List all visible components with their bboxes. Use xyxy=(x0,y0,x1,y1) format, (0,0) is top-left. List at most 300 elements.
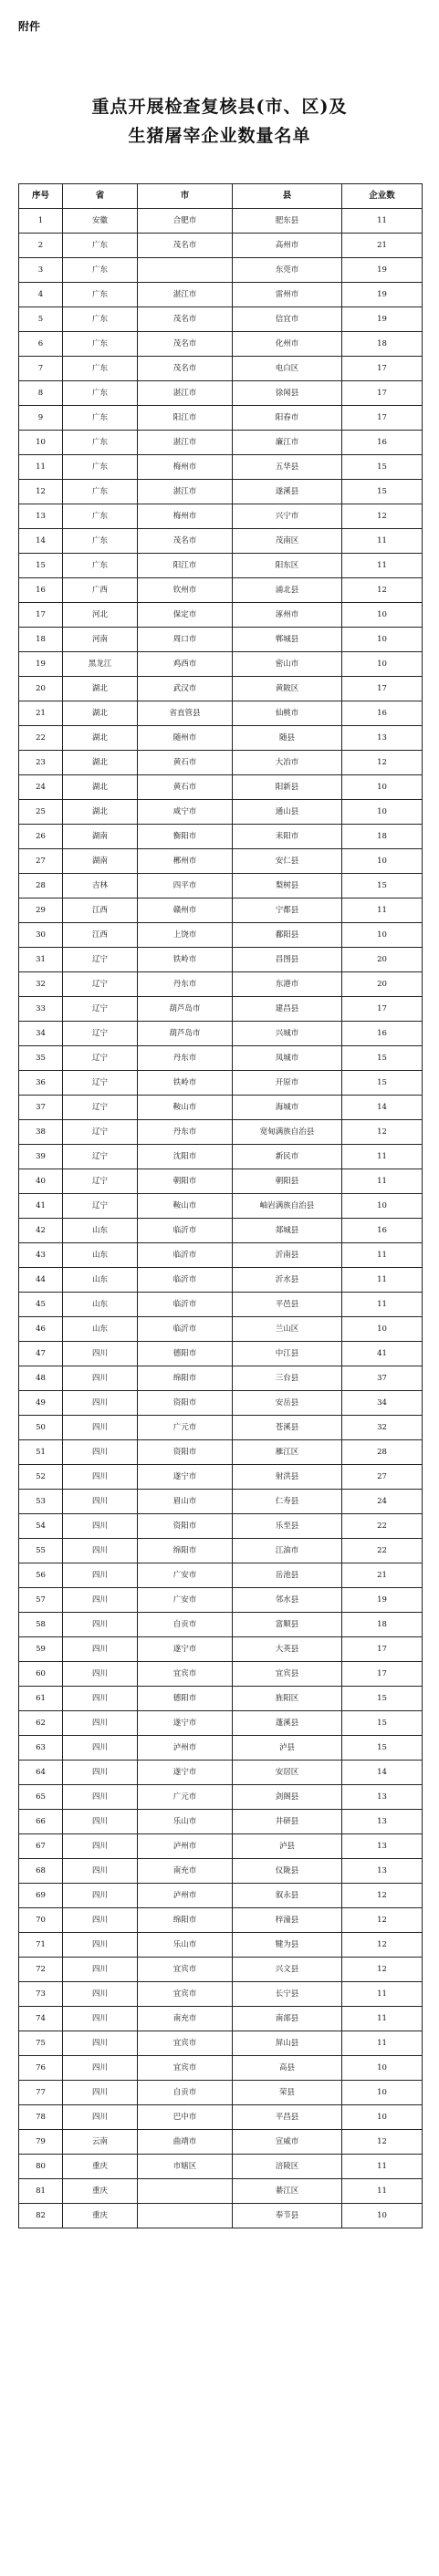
cell-province: 湖北 xyxy=(63,677,138,701)
cell-city: 梅州市 xyxy=(138,455,233,480)
cell-county: 江油市 xyxy=(233,1539,342,1563)
cell-enterprise-count: 16 xyxy=(342,1219,423,1243)
cell-enterprise-count: 15 xyxy=(342,1687,423,1711)
cell-city: 茂名市 xyxy=(138,357,233,381)
cell-city: 市辖区 xyxy=(138,2155,233,2179)
cell-province: 吉林 xyxy=(63,874,138,898)
cell-county: 兴城市 xyxy=(233,1022,342,1046)
table-row xyxy=(19,1342,423,1366)
cell-index: 30 xyxy=(19,923,63,948)
cell-province: 广东 xyxy=(63,283,138,307)
cell-city: 乐山市 xyxy=(138,1810,233,1834)
cell-province: 山东 xyxy=(63,1268,138,1293)
cell-county: 平昌县 xyxy=(233,2105,342,2130)
cell-county: 井研县 xyxy=(233,1810,342,1834)
cell-enterprise-count: 17 xyxy=(342,1662,423,1687)
cell-province: 四川 xyxy=(63,1761,138,1785)
table-row xyxy=(19,332,423,357)
cell-city: 葫芦岛市 xyxy=(138,997,233,1022)
cell-city: 宜宾市 xyxy=(138,1982,233,2007)
cell-enterprise-count: 11 xyxy=(342,2179,423,2204)
cell-county: 涪陵区 xyxy=(233,2155,342,2179)
cell-city: 德阳市 xyxy=(138,1687,233,1711)
table-row xyxy=(19,1687,423,1711)
table-row xyxy=(19,1391,423,1416)
cell-index: 37 xyxy=(19,1096,63,1120)
cell-index: 57 xyxy=(19,1588,63,1613)
cell-index: 72 xyxy=(19,1958,63,1982)
cell-index: 64 xyxy=(19,1761,63,1785)
cell-enterprise-count: 15 xyxy=(342,1071,423,1096)
cell-enterprise-count: 13 xyxy=(342,1785,423,1810)
table-row xyxy=(19,2081,423,2105)
table-row xyxy=(19,1711,423,1736)
table-row xyxy=(19,800,423,825)
cell-enterprise-count: 10 xyxy=(342,2204,423,2228)
cell-province: 河北 xyxy=(63,603,138,628)
cell-city: 茂名市 xyxy=(138,529,233,554)
cell-city: 赣州市 xyxy=(138,898,233,923)
cell-county: 乐至县 xyxy=(233,1514,342,1539)
cell-index: 66 xyxy=(19,1810,63,1834)
cell-index: 15 xyxy=(19,554,63,578)
cell-province: 重庆 xyxy=(63,2204,138,2228)
cell-province: 湖北 xyxy=(63,775,138,800)
cell-index: 40 xyxy=(19,1169,63,1194)
cell-enterprise-count: 11 xyxy=(342,2155,423,2179)
cell-province: 广东 xyxy=(63,307,138,332)
cell-index: 19 xyxy=(19,652,63,677)
cell-index: 43 xyxy=(19,1243,63,1268)
table-row xyxy=(19,455,423,480)
table-row xyxy=(19,283,423,307)
table-row xyxy=(19,1219,423,1243)
cell-province: 广东 xyxy=(63,357,138,381)
cell-enterprise-count: 11 xyxy=(342,209,423,234)
table-row xyxy=(19,628,423,652)
cell-province: 四川 xyxy=(63,1908,138,1933)
cell-enterprise-count: 20 xyxy=(342,972,423,997)
table-row xyxy=(19,825,423,849)
cell-index: 67 xyxy=(19,1834,63,1859)
cell-index: 26 xyxy=(19,825,63,849)
cell-index: 7 xyxy=(19,357,63,381)
cell-county: 阳春市 xyxy=(233,406,342,431)
cell-county: 信宜市 xyxy=(233,307,342,332)
cell-city: 朝阳市 xyxy=(138,1169,233,1194)
cell-index: 71 xyxy=(19,1933,63,1958)
cell-index: 46 xyxy=(19,1317,63,1342)
cell-province: 四川 xyxy=(63,1834,138,1859)
cell-city: 自贡市 xyxy=(138,2081,233,2105)
table-row xyxy=(19,1022,423,1046)
cell-city: 茂名市 xyxy=(138,332,233,357)
cell-enterprise-count: 10 xyxy=(342,2056,423,2081)
cell-county: 荣县 xyxy=(233,2081,342,2105)
cell-city: 丹东市 xyxy=(138,972,233,997)
cell-city: 茂名市 xyxy=(138,307,233,332)
cell-province: 重庆 xyxy=(63,2155,138,2179)
cell-city xyxy=(138,2179,233,2204)
cell-county: 徐闻县 xyxy=(233,381,342,406)
cell-county: 叙永县 xyxy=(233,1884,342,1908)
cell-enterprise-count: 10 xyxy=(342,849,423,874)
cell-index: 60 xyxy=(19,1662,63,1687)
cell-province: 四川 xyxy=(63,2105,138,2130)
cell-county: 化州市 xyxy=(233,332,342,357)
cell-city: 自贡市 xyxy=(138,1613,233,1637)
cell-index: 4 xyxy=(19,283,63,307)
cell-province: 四川 xyxy=(63,1982,138,2007)
cell-county: 黄陂区 xyxy=(233,677,342,701)
table-row xyxy=(19,1366,423,1391)
table-row xyxy=(19,1588,423,1613)
cell-county: 邻水县 xyxy=(233,1588,342,1613)
cell-city: 遂宁市 xyxy=(138,1637,233,1662)
cell-index: 17 xyxy=(19,603,63,628)
cell-index: 38 xyxy=(19,1120,63,1145)
table-row xyxy=(19,2155,423,2179)
cell-city: 广元市 xyxy=(138,1785,233,1810)
cell-index: 29 xyxy=(19,898,63,923)
cell-index: 36 xyxy=(19,1071,63,1096)
cell-province: 湖北 xyxy=(63,751,138,775)
cell-province: 辽宁 xyxy=(63,1120,138,1145)
cell-province: 广东 xyxy=(63,529,138,554)
cell-index: 12 xyxy=(19,480,63,504)
cell-city: 巴中市 xyxy=(138,2105,233,2130)
cell-province: 辽宁 xyxy=(63,1194,138,1219)
cell-county: 仪陇县 xyxy=(233,1859,342,1884)
cell-province: 山东 xyxy=(63,1317,138,1342)
table-body xyxy=(19,209,423,2228)
table-row xyxy=(19,2031,423,2056)
cell-county: 綦江区 xyxy=(233,2179,342,2204)
cell-city: 资阳市 xyxy=(138,1514,233,1539)
cell-index: 16 xyxy=(19,578,63,603)
cell-county: 宜宾县 xyxy=(233,1662,342,1687)
cell-city: 临沂市 xyxy=(138,1219,233,1243)
cell-province: 四川 xyxy=(63,1465,138,1490)
cell-province: 山东 xyxy=(63,1243,138,1268)
table-row xyxy=(19,1761,423,1785)
cell-county: 郯城县 xyxy=(233,1219,342,1243)
cell-enterprise-count: 19 xyxy=(342,307,423,332)
cell-enterprise-count: 14 xyxy=(342,1761,423,1785)
cell-county: 安居区 xyxy=(233,1761,342,1785)
cell-index: 80 xyxy=(19,2155,63,2179)
cell-index: 21 xyxy=(19,701,63,726)
cell-enterprise-count: 10 xyxy=(342,628,423,652)
cell-province: 四川 xyxy=(63,1514,138,1539)
table-row xyxy=(19,1539,423,1563)
cell-city: 眉山市 xyxy=(138,1490,233,1514)
cell-enterprise-count: 10 xyxy=(342,603,423,628)
cell-county: 奉节县 xyxy=(233,2204,342,2228)
cell-county: 仁寿县 xyxy=(233,1490,342,1514)
table-row xyxy=(19,677,423,701)
cell-index: 6 xyxy=(19,332,63,357)
cell-enterprise-count: 10 xyxy=(342,1317,423,1342)
cell-province: 四川 xyxy=(63,1958,138,1982)
cell-index: 63 xyxy=(19,1736,63,1761)
table-row xyxy=(19,1613,423,1637)
cell-index: 53 xyxy=(19,1490,63,1514)
cell-index: 49 xyxy=(19,1391,63,1416)
cell-province: 广东 xyxy=(63,480,138,504)
table-row xyxy=(19,1908,423,1933)
cell-province: 辽宁 xyxy=(63,1169,138,1194)
cell-province: 江西 xyxy=(63,898,138,923)
cell-city: 资阳市 xyxy=(138,1440,233,1465)
cell-index: 65 xyxy=(19,1785,63,1810)
table-row xyxy=(19,1046,423,1071)
cell-city: 资阳市 xyxy=(138,1391,233,1416)
cell-city: 保定市 xyxy=(138,603,233,628)
cell-index: 44 xyxy=(19,1268,63,1293)
table-row xyxy=(19,1293,423,1317)
cell-province: 湖南 xyxy=(63,825,138,849)
cell-city: 铁岭市 xyxy=(138,1071,233,1096)
cell-city: 遂宁市 xyxy=(138,1711,233,1736)
cell-city xyxy=(138,258,233,283)
cell-enterprise-count: 22 xyxy=(342,1514,423,1539)
cell-city: 临沂市 xyxy=(138,1317,233,1342)
cell-city: 乐山市 xyxy=(138,1933,233,1958)
cell-enterprise-count: 21 xyxy=(342,234,423,258)
table-row xyxy=(19,2204,423,2228)
cell-province: 四川 xyxy=(63,1884,138,1908)
cell-province: 湖南 xyxy=(63,849,138,874)
header-province: 省 xyxy=(63,184,138,209)
cell-province: 四川 xyxy=(63,1933,138,1958)
cell-county: 宣威市 xyxy=(233,2130,342,2155)
cell-province: 广东 xyxy=(63,455,138,480)
cell-province: 四川 xyxy=(63,1662,138,1687)
table-row xyxy=(19,1637,423,1662)
cell-city: 郴州市 xyxy=(138,849,233,874)
cell-enterprise-count: 12 xyxy=(342,751,423,775)
cell-province: 四川 xyxy=(63,1859,138,1884)
cell-county: 阳东区 xyxy=(233,554,342,578)
cell-enterprise-count: 13 xyxy=(342,1810,423,1834)
cell-county: 射洪县 xyxy=(233,1465,342,1490)
cell-enterprise-count: 11 xyxy=(342,2007,423,2031)
cell-enterprise-count: 14 xyxy=(342,1096,423,1120)
table-row xyxy=(19,1071,423,1096)
cell-index: 47 xyxy=(19,1342,63,1366)
cell-province: 湖北 xyxy=(63,800,138,825)
cell-province: 辽宁 xyxy=(63,1022,138,1046)
cell-city: 鞍山市 xyxy=(138,1194,233,1219)
cell-county: 泸县 xyxy=(233,1736,342,1761)
table-row xyxy=(19,874,423,898)
cell-index: 81 xyxy=(19,2179,63,2204)
cell-enterprise-count: 15 xyxy=(342,455,423,480)
cell-index: 33 xyxy=(19,997,63,1022)
cell-county: 安岳县 xyxy=(233,1391,342,1416)
table-row xyxy=(19,997,423,1022)
cell-city: 宜宾市 xyxy=(138,1662,233,1687)
cell-index: 70 xyxy=(19,1908,63,1933)
table-row xyxy=(19,775,423,800)
cell-index: 55 xyxy=(19,1539,63,1563)
table-row xyxy=(19,2007,423,2031)
cell-city: 南充市 xyxy=(138,1859,233,1884)
table-row xyxy=(19,1169,423,1194)
cell-province: 江西 xyxy=(63,923,138,948)
table-row xyxy=(19,381,423,406)
cell-index: 76 xyxy=(19,2056,63,2081)
cell-index: 28 xyxy=(19,874,63,898)
cell-province: 云南 xyxy=(63,2130,138,2155)
cell-city: 宜宾市 xyxy=(138,2056,233,2081)
cell-index: 68 xyxy=(19,1859,63,1884)
cell-county: 剑阁县 xyxy=(233,1785,342,1810)
attachment-label: 附件 xyxy=(18,20,41,33)
cell-enterprise-count: 16 xyxy=(342,701,423,726)
cell-enterprise-count: 11 xyxy=(342,1169,423,1194)
cell-county: 犍为县 xyxy=(233,1933,342,1958)
cell-index: 2 xyxy=(19,234,63,258)
table-row xyxy=(19,849,423,874)
table-row xyxy=(19,1810,423,1834)
cell-county: 郸城县 xyxy=(233,628,342,652)
cell-index: 13 xyxy=(19,504,63,529)
cell-enterprise-count: 32 xyxy=(342,1416,423,1440)
cell-province: 广东 xyxy=(63,406,138,431)
cell-city: 德阳市 xyxy=(138,1342,233,1366)
cell-city: 临沂市 xyxy=(138,1243,233,1268)
cell-enterprise-count: 18 xyxy=(342,825,423,849)
cell-index: 8 xyxy=(19,381,63,406)
cell-index: 52 xyxy=(19,1465,63,1490)
table-row xyxy=(19,1465,423,1490)
table-row xyxy=(19,480,423,504)
cell-city: 钦州市 xyxy=(138,578,233,603)
cell-county: 蓬溪县 xyxy=(233,1711,342,1736)
cell-county: 随县 xyxy=(233,726,342,751)
table-row xyxy=(19,1933,423,1958)
cell-index: 74 xyxy=(19,2007,63,2031)
cell-county: 雷州市 xyxy=(233,283,342,307)
cell-enterprise-count: 19 xyxy=(342,1588,423,1613)
enterprise-list-table xyxy=(18,183,423,2228)
cell-enterprise-count: 16 xyxy=(342,431,423,455)
cell-province: 河南 xyxy=(63,628,138,652)
cell-index: 51 xyxy=(19,1440,63,1465)
cell-index: 32 xyxy=(19,972,63,997)
cell-enterprise-count: 12 xyxy=(342,1884,423,1908)
cell-province: 四川 xyxy=(63,2007,138,2031)
table-row xyxy=(19,234,423,258)
cell-enterprise-count: 12 xyxy=(342,1933,423,1958)
cell-county: 电白区 xyxy=(233,357,342,381)
cell-city: 鸡西市 xyxy=(138,652,233,677)
cell-county: 东莞市 xyxy=(233,258,342,283)
cell-index: 82 xyxy=(19,2204,63,2228)
table-row xyxy=(19,1243,423,1268)
cell-enterprise-count: 41 xyxy=(342,1342,423,1366)
cell-city: 绵阳市 xyxy=(138,1539,233,1563)
cell-province: 四川 xyxy=(63,1810,138,1834)
table-row xyxy=(19,1662,423,1687)
cell-index: 48 xyxy=(19,1366,63,1391)
table-row xyxy=(19,1736,423,1761)
cell-city: 湛江市 xyxy=(138,431,233,455)
cell-index: 61 xyxy=(19,1687,63,1711)
cell-county: 浦北县 xyxy=(233,578,342,603)
cell-enterprise-count: 12 xyxy=(342,1120,423,1145)
cell-province: 广东 xyxy=(63,431,138,455)
header-county: 县 xyxy=(233,184,342,209)
cell-county: 沂水县 xyxy=(233,1268,342,1293)
cell-index: 58 xyxy=(19,1613,63,1637)
cell-county: 屏山县 xyxy=(233,2031,342,2056)
cell-city: 丹东市 xyxy=(138,1120,233,1145)
cell-province: 广西 xyxy=(63,578,138,603)
table-row xyxy=(19,1194,423,1219)
cell-county: 平邑县 xyxy=(233,1293,342,1317)
table-row xyxy=(19,258,423,283)
cell-enterprise-count: 10 xyxy=(342,923,423,948)
cell-city: 四平市 xyxy=(138,874,233,898)
table-row xyxy=(19,652,423,677)
cell-county: 遂溪县 xyxy=(233,480,342,504)
cell-enterprise-count: 37 xyxy=(342,1366,423,1391)
table-row xyxy=(19,529,423,554)
cell-enterprise-count: 11 xyxy=(342,1293,423,1317)
table-row xyxy=(19,701,423,726)
cell-enterprise-count: 10 xyxy=(342,800,423,825)
cell-province: 四川 xyxy=(63,2081,138,2105)
cell-enterprise-count: 17 xyxy=(342,357,423,381)
cell-index: 11 xyxy=(19,455,63,480)
cell-city: 随州市 xyxy=(138,726,233,751)
cell-enterprise-count: 11 xyxy=(342,1982,423,2007)
cell-province: 湖北 xyxy=(63,701,138,726)
cell-index: 78 xyxy=(19,2105,63,2130)
cell-city: 广元市 xyxy=(138,1416,233,1440)
cell-province: 辽宁 xyxy=(63,1096,138,1120)
table-row xyxy=(19,1440,423,1465)
cell-county: 昌图县 xyxy=(233,948,342,972)
cell-enterprise-count: 24 xyxy=(342,1490,423,1514)
table-row xyxy=(19,726,423,751)
cell-city: 绵阳市 xyxy=(138,1366,233,1391)
cell-index: 1 xyxy=(19,209,63,234)
cell-city: 上饶市 xyxy=(138,923,233,948)
cell-index: 59 xyxy=(19,1637,63,1662)
cell-city: 遂宁市 xyxy=(138,1761,233,1785)
table-row xyxy=(19,1785,423,1810)
cell-enterprise-count: 15 xyxy=(342,1711,423,1736)
header-enterprise-count: 企业数 xyxy=(342,184,423,209)
cell-province: 四川 xyxy=(63,1366,138,1391)
cell-city xyxy=(138,2204,233,2228)
cell-city: 铁岭市 xyxy=(138,948,233,972)
cell-enterprise-count: 27 xyxy=(342,1465,423,1490)
cell-index: 5 xyxy=(19,307,63,332)
cell-enterprise-count: 12 xyxy=(342,578,423,603)
cell-county: 梨树县 xyxy=(233,874,342,898)
cell-enterprise-count: 11 xyxy=(342,2031,423,2056)
cell-index: 62 xyxy=(19,1711,63,1736)
cell-province: 四川 xyxy=(63,1342,138,1366)
cell-county: 五华县 xyxy=(233,455,342,480)
cell-county: 苍溪县 xyxy=(233,1416,342,1440)
cell-city: 合肥市 xyxy=(138,209,233,234)
